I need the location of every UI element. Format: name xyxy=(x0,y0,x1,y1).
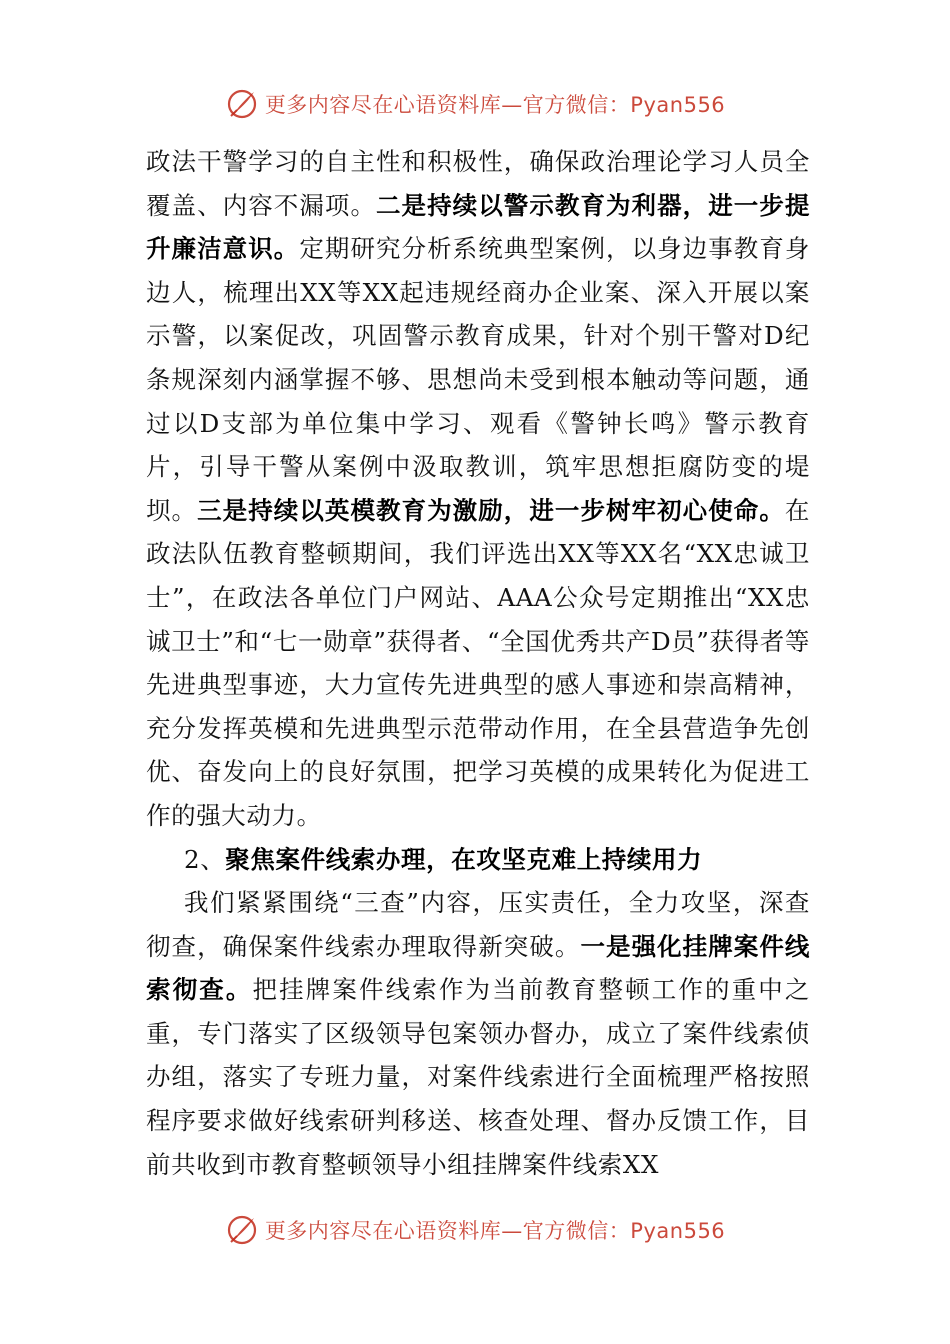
section-heading-2 xyxy=(146,838,810,882)
paragraph-2-bold-1: 一是强化挂牌案件线索彻查。 xyxy=(146,931,810,1005)
paragraph-1-bold-1: 二是持续以警示教育为利器，进一步提升廉洁意识。 xyxy=(146,190,810,264)
paragraph-2-text-2: 把挂牌案件线索作为当前教育整顿工作的重中之重，专门落实了区级领导包案领办督办，成立了案件线索侦办组，落实了专班力量，对案件线索进行全面梳理严格按照程序要求做好线索研判移送、核查处理、督办反馈工作，目前共收到市教育整顿领导小组挂牌案件线索XX xyxy=(146,975,810,1179)
quill-logo-icon xyxy=(225,1213,259,1247)
document-body xyxy=(146,140,810,1186)
paragraph-1 xyxy=(146,140,810,838)
watermark-text: 更多内容尽在心语资料库—官方微信：Pyan556 xyxy=(264,1219,726,1243)
paragraph-1-text-2: 定期研究分析系统典型案例，以身边事教育身边人，梳理出XX等XX起违规经商办企业案、深入开展以案示警，以案促改，巩固警示教育成果，针对个别干警对D纪条规深刻内涵掌握不够、思想尚未受到根本触动等问题，通过以D支部为单位集中学习、观看《警钟长鸣》警示教育片，引导干警从案例中汲取教训，筑牢思想拒腐防变的堤坝。 xyxy=(146,234,810,525)
watermark-banner-top xyxy=(0,82,950,126)
watermark-banner-bottom xyxy=(0,1208,950,1252)
quill-logo-icon xyxy=(225,87,259,121)
paragraph-2-text-1: 我们紧紧围绕“三查”内容，压实责任，全力攻坚，深查彻查，确保案件线索办理取得新突破。 xyxy=(146,888,810,961)
paragraph-1-bold-2: 三是持续以英模教育为激励，进一步树牢初心使命。 xyxy=(197,495,785,525)
paragraph-1-text-1: 政法干警学习的自主性和积极性，确保政治理论学习人员全覆盖、内容不漏项。 xyxy=(146,147,810,220)
watermark-text: 更多内容尽在心语资料库—官方微信：Pyan556 xyxy=(264,93,726,117)
paragraph-2 xyxy=(146,881,810,1186)
paragraph-1-text-3: 在政法队伍教育整顿期间，我们评选出XX等XX名“XX忠诚卫士”，在政法各单位门户网站、AAA公众号定期推出“XX忠诚卫士”和“七一勋章”获得者、“全国优秀共产D员”获得者等先进典型事迹，大力宣传先进典型的感人事迹和崇高精神，充分发挥英模和先进典型示范带动作用，在全县营造争先创优、奋发向上的良好氛围，把学习英模的成果转化为促进工作的强大动力。 xyxy=(146,495,810,830)
section-heading-2-number: 2、 xyxy=(184,844,226,874)
section-heading-2-text: 聚焦案件线索办理，在攻坚克难上持续用力 xyxy=(225,844,703,874)
